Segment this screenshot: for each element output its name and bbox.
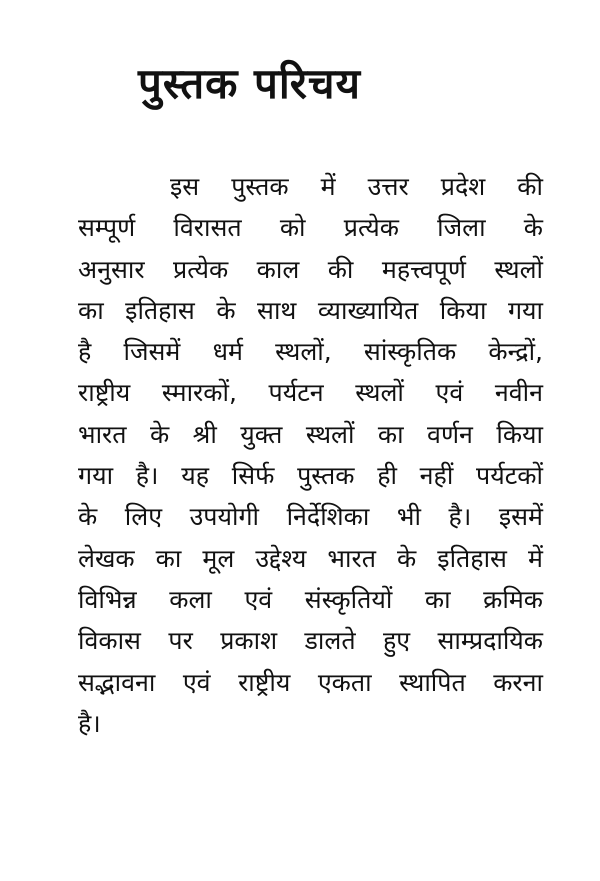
- paragraph-line: अनुसार प्रत्येक काल की महत्त्वपूर्ण स्थलों: [78, 254, 543, 284]
- page-title: पुस्तक परिचय: [138, 59, 361, 108]
- paragraph-line: का इतिहास के साथ व्याख्यायित किया गया: [78, 295, 543, 325]
- paragraph-line: राष्ट्रीय स्मारकों, पर्यटन स्थलों एवं नवीन: [78, 378, 543, 408]
- paragraph-line: है।: [78, 708, 101, 738]
- paragraph-line: इस पुस्तक में उत्तर प्रदेश की: [170, 172, 543, 201]
- paragraph-line: है जिसमें धर्म स्थलों, सांस्कृतिक केन्द्रों,: [78, 337, 543, 367]
- paragraph-line: विभिन्न कला एवं संस्कृतियों का क्रमिक: [78, 584, 543, 614]
- paragraph-line: के लिए उपयोगी निर्देशिका भी है। इसमें: [78, 502, 543, 532]
- paragraph-line: सम्पूर्ण विरासत को प्रत्येक जिला के: [78, 213, 543, 243]
- paragraph-line: गया है। यह सिर्फ पुस्तक ही नहीं पर्यटकों: [78, 461, 543, 491]
- paragraph-line: विकास पर प्रकाश डालते हुए साम्प्रदायिक: [78, 626, 543, 656]
- body-paragraph: [78, 166, 543, 744]
- paragraph-line: सद्भावना एवं राष्ट्रीय एकता स्थापित करना: [78, 667, 543, 697]
- paragraph-line: भारत के श्री युक्त स्थलों का वर्णन किया: [78, 419, 543, 449]
- paragraph-line: लेखक का मूल उद्देश्य भारत के इतिहास में: [78, 543, 543, 573]
